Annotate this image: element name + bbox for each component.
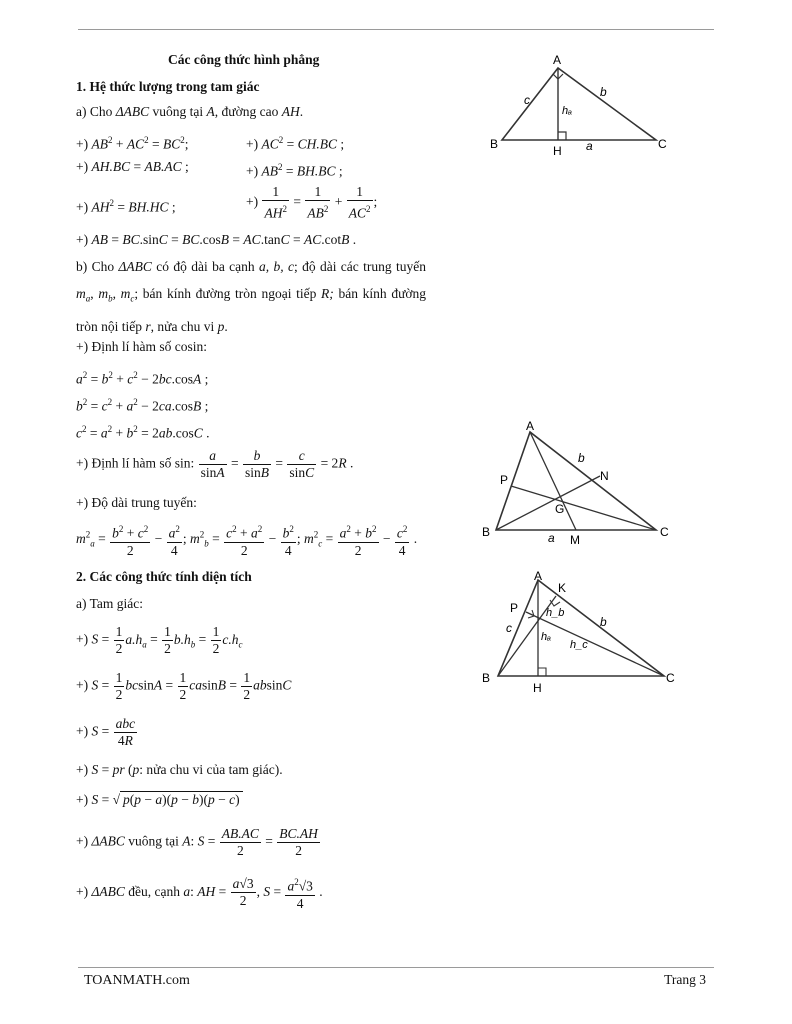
footer-site: TOANMATH.com [84, 973, 190, 988]
fig3-right-angle-h [538, 668, 546, 676]
top-rule [78, 29, 714, 30]
fig3-label-k: K [558, 581, 567, 595]
fig3-label-ha: hₐ [541, 631, 552, 643]
cosine-law-a: $a^2 = b^2 + c^2 - 2bc.\cos A$ ; [76, 370, 209, 387]
formula-ac-squared: +) $AC^2 = CH.BC$ ; [246, 135, 345, 152]
formula-ab-squared: +) $AB^2 = BH.BC$ ; [246, 162, 343, 179]
figure-right-triangle [478, 48, 678, 160]
figure-altitudes [478, 568, 678, 698]
area-right-triangle: +) ΔABC vuông tại A: S = $\frac{AB.AC}{2}$ = $\frac{BC.AH}{2}$ [76, 826, 318, 858]
fig1-label-side-c: c [524, 93, 530, 107]
page-title: Các công thức hình phẳng [168, 52, 320, 67]
s1b-intro: b) Cho ΔABC có độ dài ba cạnh a, b, c; độ dài các trung tuyến $m_a$, $m_b$, $m_c$; bán kính đường tròn ngoại tiếp R; bán kính đường tròn nội tiếp r, nửa chu vi p. [76, 259, 427, 334]
fig2-label-g: G [555, 502, 565, 516]
formula-pythagoras: +) $AB^2 + AC^2 = BC^2$; [76, 135, 189, 152]
cosine-law-b: $b^2 = c^2 + a^2 - 2ca.\cos B$ ; [76, 397, 209, 414]
fig2-label-p: P [500, 473, 509, 487]
fig2-label-c: C [660, 525, 669, 539]
median-formulas: $m^2_a$ = $\frac{b^2 + c^2}{2}$ − $\frac{a^2}{4}$ ; $m^2_b$ = $\frac{c^2 + a^2}{2}$ − $\frac{b^2}{4}$ ; $m^2_c$ = $\frac{a^2 + b^2}{2}$ − $\frac{c^2}{4}$ . [76, 521, 417, 559]
formula-reciprocal: +) $\frac{1}{AH^2}$ = $\frac{1}{AB^2}$ + $\frac{1}{AC^2}$ ; [246, 184, 378, 221]
area-equilateral: +) ΔABC đều, cạnh a: AH = $\frac{a√3}{2}$ , S = $\frac{a^2√3}{4}$ . [76, 874, 323, 912]
fig3-label-h: H [533, 681, 542, 695]
fig3-altitude-c [526, 612, 664, 676]
fig1-label-a: A [553, 53, 562, 67]
fig1-label-ha: hₐ [562, 105, 573, 117]
section-2-heading: 2. Các công thức tính diện tích [76, 569, 252, 584]
median-title: +) Độ dài trung tuyến: [76, 495, 197, 510]
figure-medians [478, 420, 678, 550]
area-sine: +) S = $\frac{1}{2}$ bcsinA = $\frac{1}{2}$ casinB = $\frac{1}{2}$ absinC [76, 670, 292, 702]
area-height: +) S = $\frac{1}{2}$ $a.h_a$ = $\frac{1}{2}$ $b.h_b$ = $\frac{1}{2}$ $c.h_c$ [76, 624, 243, 656]
fig1-label-h: H [553, 144, 562, 158]
fig1-label-side-a: a [586, 139, 593, 153]
fig3-label-c: C [666, 671, 675, 685]
area-circumradius: +) S = $\frac{\text{abc}}{4R}$ [76, 716, 136, 748]
fig1-right-angle-h [558, 132, 566, 140]
fig2-label-b: B [482, 525, 491, 539]
fig1-label-b: B [490, 137, 499, 151]
fig3-label-side-b: b [600, 615, 607, 629]
area-inradius: +) S = pr (p: nửa chu vi của tam giác). [76, 762, 283, 777]
fig2-label-side-a: a [548, 531, 555, 545]
fig3-label-a: A [534, 569, 543, 583]
fig3-label-hb: h_b [546, 607, 565, 619]
formula-trig-sides: +) AB = BC.sinC = BC.cosB = AC.tanC = AC.cotB . [76, 232, 357, 247]
footer-page-number: Trang 3 [664, 972, 706, 987]
formula-ah-bc: +) AH.BC = AB.AC ; [76, 159, 189, 174]
fig2-median-c [511, 486, 656, 530]
fig3-label-hc: h_c [570, 639, 588, 651]
fig1-label-c: C [658, 137, 667, 151]
fig2-label-m: M [570, 533, 580, 547]
fig3-label-p: P [510, 601, 519, 615]
footer-rule [78, 967, 714, 968]
fig2-label-side-b: b [578, 451, 585, 465]
area-heron: +) S = √ p(p − a)(p − b)(p − c) [76, 791, 243, 809]
fig3-label-side-c: c [506, 621, 512, 635]
sine-law: +) Định lí hàm số sin: $\frac{a}{\sin A}$ = $\frac{b}{\sin B}$ = $\frac{c}{\sin C}$ = 2R . [76, 448, 354, 480]
fig2-label-n: N [600, 469, 609, 483]
fig2-label-a: A [526, 420, 535, 433]
fig1-label-side-b: b [600, 85, 607, 99]
cosine-law-c: $c^2 = a^2 + b^2 = 2ab.\cos C$ . [76, 424, 210, 441]
fig3-label-b: B [482, 671, 491, 685]
cosine-title: +) Định lí hàm số cosin: [76, 339, 207, 354]
fig2-median-a [530, 432, 576, 530]
formula-ah-squared: +) $AH^2 = BH.HC$ ; [76, 198, 176, 215]
fig3-right-angle-k [550, 600, 560, 606]
sine-title: +) Định lí hàm số sin: [76, 455, 195, 471]
fig2-triangle [496, 432, 656, 530]
fig3-triangle [498, 580, 664, 676]
s1a-intro: a) Cho ΔABC vuông tại A, đường cao AH. [76, 104, 304, 119]
section-1-heading: 1. Hệ thức lượng trong tam giác [76, 79, 260, 94]
s2a-heading: a) Tam giác: [76, 596, 144, 611]
